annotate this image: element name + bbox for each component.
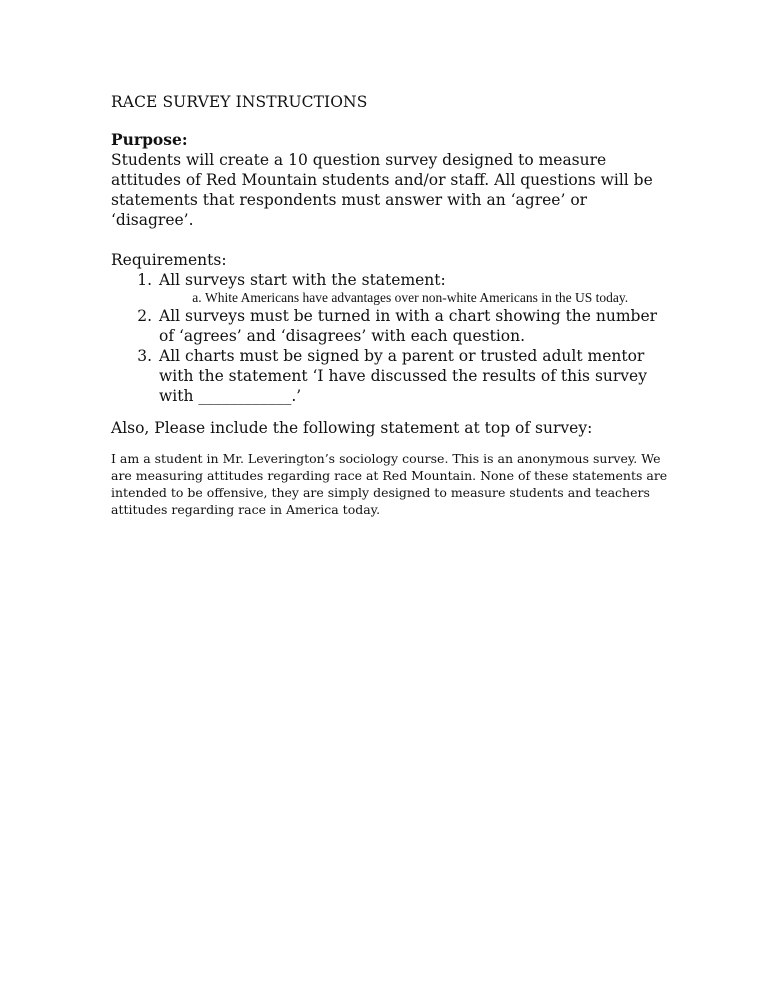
survey-statement: I am a student in Mr. Leverington’s sociology course. This is an anonymous survey. We are measuring attitudes regarding race at Red Mountain. None of these statements are intended to be offensive, they are simply designed to measure students and teachers attitudes regarding race in America today. [111, 451, 668, 517]
requirement-item [157, 346, 671, 406]
requirement-text: All charts must be signed by a parent or trusted adult mentor with the statement ‘I have discussed the results of this survey with ____________.’ [159, 347, 647, 405]
requirement-text: All surveys must be turned in with a chart showing the number of ‘agrees’ and ‘disagrees’ with each question. [159, 307, 658, 345]
document-title: RACE SURVEY INSTRUCTIONS [111, 93, 368, 111]
sub-requirements-list [159, 290, 671, 306]
requirements-list [111, 270, 671, 406]
purpose-text: Students will create a 10 question survey designed to measure attitudes of Red Mountain students and/or staff. All questions will be statements that respondents must answer with an ‘agree’ or ‘disagree’. [111, 151, 653, 229]
purpose-heading: Purpose: [111, 130, 188, 149]
requirement-text: All surveys start with the statement: [159, 271, 446, 289]
document-body [111, 92, 671, 518]
requirement-item [157, 306, 671, 346]
sub-requirement-item [205, 290, 671, 306]
sub-requirement-text: White Americans have advantages over non-white Americans in the US today. [205, 290, 629, 305]
requirements-heading: Requirements: [111, 251, 227, 269]
requirement-item [157, 270, 671, 306]
also-instruction: Also, Please include the following statement at top of survey: [111, 419, 593, 437]
